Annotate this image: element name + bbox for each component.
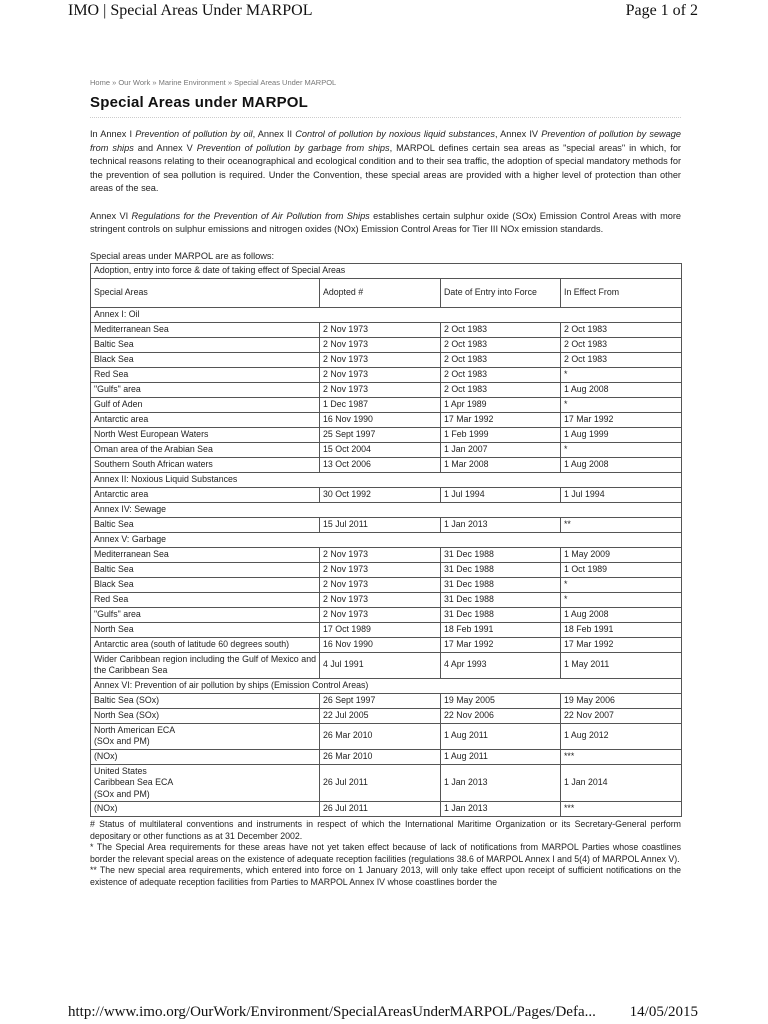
entry-into-force-date: 1 Feb 1999 [441,427,561,442]
in-effect-date: 1 Aug 2008 [561,382,682,397]
adopted-date: 4 Jul 1991 [320,652,441,678]
table-caption-row [91,263,682,278]
page-url: http://www.imo.org/OurWork/Environment/SpecialAreasUnderMARPOL/Pages/Defa... [68,1004,596,1020]
section-row [91,472,682,487]
table-row [91,547,682,562]
area-name: Mediterranean Sea [91,322,320,337]
column-header: In Effect From [561,278,682,307]
table-row [91,412,682,427]
table-row [91,352,682,367]
adopted-date: 13 Oct 2006 [320,457,441,472]
in-effect-date: * [561,367,682,382]
in-effect-date: * [561,577,682,592]
table-row [91,427,682,442]
section-title: Annex VI: Prevention of air pollution by ships (Emission Control Areas) [91,678,682,693]
adopted-date: 15 Jul 2011 [320,517,441,532]
area-name: Baltic Sea [91,337,320,352]
adopted-date: 26 Mar 2010 [320,723,441,749]
in-effect-date: *** [561,802,682,817]
title-divider [90,117,681,118]
entry-into-force-date: 31 Dec 1988 [441,547,561,562]
adopted-date: 2 Nov 1973 [320,352,441,367]
entry-into-force-date: 2 Oct 1983 [441,352,561,367]
footnotes [90,819,681,889]
adopted-date: 30 Oct 1992 [320,487,441,502]
entry-into-force-date: 31 Dec 1988 [441,577,561,592]
table-intro: Special areas under MARPOL are as follows: [90,250,275,261]
section-title: Annex II: Noxious Liquid Substances [91,472,682,487]
entry-into-force-date: 1 Aug 2011 [441,749,561,764]
in-effect-date: 17 Mar 1992 [561,637,682,652]
section-title: Annex I: Oil [91,307,682,322]
entry-into-force-date: 1 Mar 2008 [441,457,561,472]
in-effect-date: * [561,592,682,607]
area-name: North Sea (SOx) [91,708,320,723]
footnote: # Status of multilateral conventions and instruments in respect of which the International Maritime Organization or its Secretary-General perform depositary or other functions as at 31 December 2002. [90,819,681,841]
area-name: "Gulfs" area [91,607,320,622]
adopted-date: 2 Nov 1973 [320,607,441,622]
adopted-date: 2 Nov 1973 [320,322,441,337]
entry-into-force-date: 19 May 2005 [441,693,561,708]
table-row [91,397,682,412]
area-name: "Gulfs" area [91,382,320,397]
in-effect-date: 2 Oct 1983 [561,322,682,337]
intro-paragraph-2: Annex VI Regulations for the Prevention of Air Pollution from Ships establishes certain sulphur oxide (SOx) Emission Control Areas with more stringent controls on sulphur emissions and nitrogen oxides (NOx) Emission Control Areas for Tier III NOx emission standards. [90,210,681,234]
table-row [91,749,682,764]
area-name: Oman area of the Arabian Sea [91,442,320,457]
entry-into-force-date: 1 Apr 1989 [441,397,561,412]
area-name: North West European Waters [91,427,320,442]
section-row [91,678,682,693]
table-header-row [91,278,682,307]
adopted-date: 26 Sept 1997 [320,693,441,708]
in-effect-date: 1 Aug 2012 [561,723,682,749]
in-effect-date: 22 Nov 2007 [561,708,682,723]
in-effect-date: * [561,442,682,457]
section-row [91,502,682,517]
entry-into-force-date: 2 Oct 1983 [441,337,561,352]
in-effect-date: 18 Feb 1991 [561,622,682,637]
footnote: ** The new special area requirements, which entered into force on 1 January 2013, will only take effect upon receipt of sufficient notifications on the existence of adequate reception facilities from Parties to MARPOL Annex IV whose coastlines border the [90,865,681,887]
entry-into-force-date: 1 Jan 2007 [441,442,561,457]
table-row [91,622,682,637]
in-effect-date: 2 Oct 1983 [561,352,682,367]
area-name: (NOx) [91,802,320,817]
area-name: Wider Caribbean region including the Gulf of Mexico and the Caribbean Sea [91,652,320,678]
area-name: North American ECA (SOx and PM) [91,723,320,749]
page-number: Page 1 of 2 [625,2,698,19]
special-areas-table [90,263,682,818]
section-row [91,307,682,322]
table-row [91,562,682,577]
table-row [91,592,682,607]
table-row [91,693,682,708]
entry-into-force-date: 31 Dec 1988 [441,562,561,577]
adopted-date: 2 Nov 1973 [320,382,441,397]
table-row [91,723,682,749]
adopted-date: 26 Jul 2011 [320,764,441,802]
column-header: Special Areas [91,278,320,307]
area-name: Gulf of Aden [91,397,320,412]
area-name: Baltic Sea [91,517,320,532]
area-name: Antarctic area [91,412,320,427]
print-header-title: IMO | Special Areas Under MARPOL [68,2,313,19]
in-effect-date: 1 Aug 1999 [561,427,682,442]
area-name: Red Sea [91,592,320,607]
entry-into-force-date: 1 Jul 1994 [441,487,561,502]
entry-into-force-date: 18 Feb 1991 [441,622,561,637]
adopted-date: 16 Nov 1990 [320,637,441,652]
table-row [91,442,682,457]
in-effect-date: 1 May 2011 [561,652,682,678]
table-row [91,652,682,678]
in-effect-date: 1 Oct 1989 [561,562,682,577]
adopted-date: 2 Nov 1973 [320,592,441,607]
print-footer [68,1004,698,1021]
in-effect-date: 1 Jan 2014 [561,764,682,802]
adopted-date: 2 Nov 1973 [320,337,441,352]
page-content [90,78,681,889]
adopted-date: 1 Dec 1987 [320,397,441,412]
table-row [91,382,682,397]
adopted-date: 22 Jul 2005 [320,708,441,723]
in-effect-date: 17 Mar 1992 [561,412,682,427]
entry-into-force-date: 2 Oct 1983 [441,367,561,382]
in-effect-date: * [561,397,682,412]
table-row [91,487,682,502]
table-row [91,708,682,723]
area-name: Antarctic area (south of latitude 60 degrees south) [91,637,320,652]
adopted-date: 16 Nov 1990 [320,412,441,427]
entry-into-force-date: 2 Oct 1983 [441,382,561,397]
in-effect-date: 1 May 2009 [561,547,682,562]
intro-paragraph-1: In Annex I Prevention of pollution by oil, Annex II Control of pollution by noxious liquid substances, Annex IV Prevention of pollution by sewage from ships and Annex V Prevention of pollution by garbage from ships, MARPOL defines certain sea areas as "special areas" in which, for technical reasons relating to their oceanographical and ecological condition and to their sea traffic, the adoption of special mandatory methods for the prevention of sea pollution is required. Under the Convention, these special areas are provided with a higher level of protection than other areas of the sea. [90,129,682,193]
adopted-date: 2 Nov 1973 [320,547,441,562]
table-row [91,764,682,802]
table-row [91,607,682,622]
entry-into-force-date: 1 Jan 2013 [441,802,561,817]
area-name: Southern South African waters [91,457,320,472]
section-row [91,532,682,547]
area-name: Red Sea [91,367,320,382]
table-row [91,577,682,592]
adopted-date: 26 Jul 2011 [320,802,441,817]
entry-into-force-date: 4 Apr 1993 [441,652,561,678]
footnote: * The Special Area requirements for these areas have not yet taken effect because of lack of notifications from MARPOL Parties whose coastlines border the relevant special areas on the existence of adequate reception facilities (regulations 38.6 of MARPOL Annex I and 5(4) of MARPOL Annex V). [90,842,681,864]
section-title: Annex IV: Sewage [91,502,682,517]
table-row [91,337,682,352]
in-effect-date: ** [561,517,682,532]
in-effect-date: 2 Oct 1983 [561,337,682,352]
column-header: Date of Entry into Force [441,278,561,307]
adopted-date: 2 Nov 1973 [320,577,441,592]
in-effect-date: 1 Aug 2008 [561,457,682,472]
in-effect-date: *** [561,749,682,764]
area-name: Black Sea [91,352,320,367]
adopted-date: 25 Sept 1997 [320,427,441,442]
section-title: Annex V: Garbage [91,532,682,547]
entry-into-force-date: 17 Mar 1992 [441,637,561,652]
in-effect-date: 1 Jul 1994 [561,487,682,502]
entry-into-force-date: 1 Aug 2011 [441,723,561,749]
table-row [91,802,682,817]
area-name: Antarctic area [91,487,320,502]
in-effect-date: 19 May 2006 [561,693,682,708]
breadcrumb[interactable]: Home » Our Work » Marine Environment » Special Areas Under MARPOL [90,78,337,87]
adopted-date: 2 Nov 1973 [320,367,441,382]
adopted-date: 17 Oct 1989 [320,622,441,637]
adopted-date: 15 Oct 2004 [320,442,441,457]
table-row [91,517,682,532]
area-name: Black Sea [91,577,320,592]
column-header: Adopted # [320,278,441,307]
entry-into-force-date: 31 Dec 1988 [441,607,561,622]
entry-into-force-date: 31 Dec 1988 [441,592,561,607]
area-name: (NOx) [91,749,320,764]
table-row [91,457,682,472]
entry-into-force-date: 1 Jan 2013 [441,517,561,532]
adopted-date: 26 Mar 2010 [320,749,441,764]
entry-into-force-date: 22 Nov 2006 [441,708,561,723]
area-name: Baltic Sea [91,562,320,577]
print-date: 14/05/2015 [629,1004,698,1020]
adopted-date: 2 Nov 1973 [320,562,441,577]
page-title: Special Areas under MARPOL [90,94,309,111]
area-name: North Sea [91,622,320,637]
area-name: Baltic Sea (SOx) [91,693,320,708]
area-name: Mediterranean Sea [91,547,320,562]
table-row [91,322,682,337]
print-header [68,2,698,20]
table-row [91,367,682,382]
in-effect-date: 1 Aug 2008 [561,607,682,622]
entry-into-force-date: 2 Oct 1983 [441,322,561,337]
area-name: United States Caribbean Sea ECA (SOx and PM) [91,764,320,802]
table-row [91,637,682,652]
entry-into-force-date: 17 Mar 1992 [441,412,561,427]
table-caption: Adoption, entry into force & date of taking effect of Special Areas [91,263,682,278]
entry-into-force-date: 1 Jan 2013 [441,764,561,802]
